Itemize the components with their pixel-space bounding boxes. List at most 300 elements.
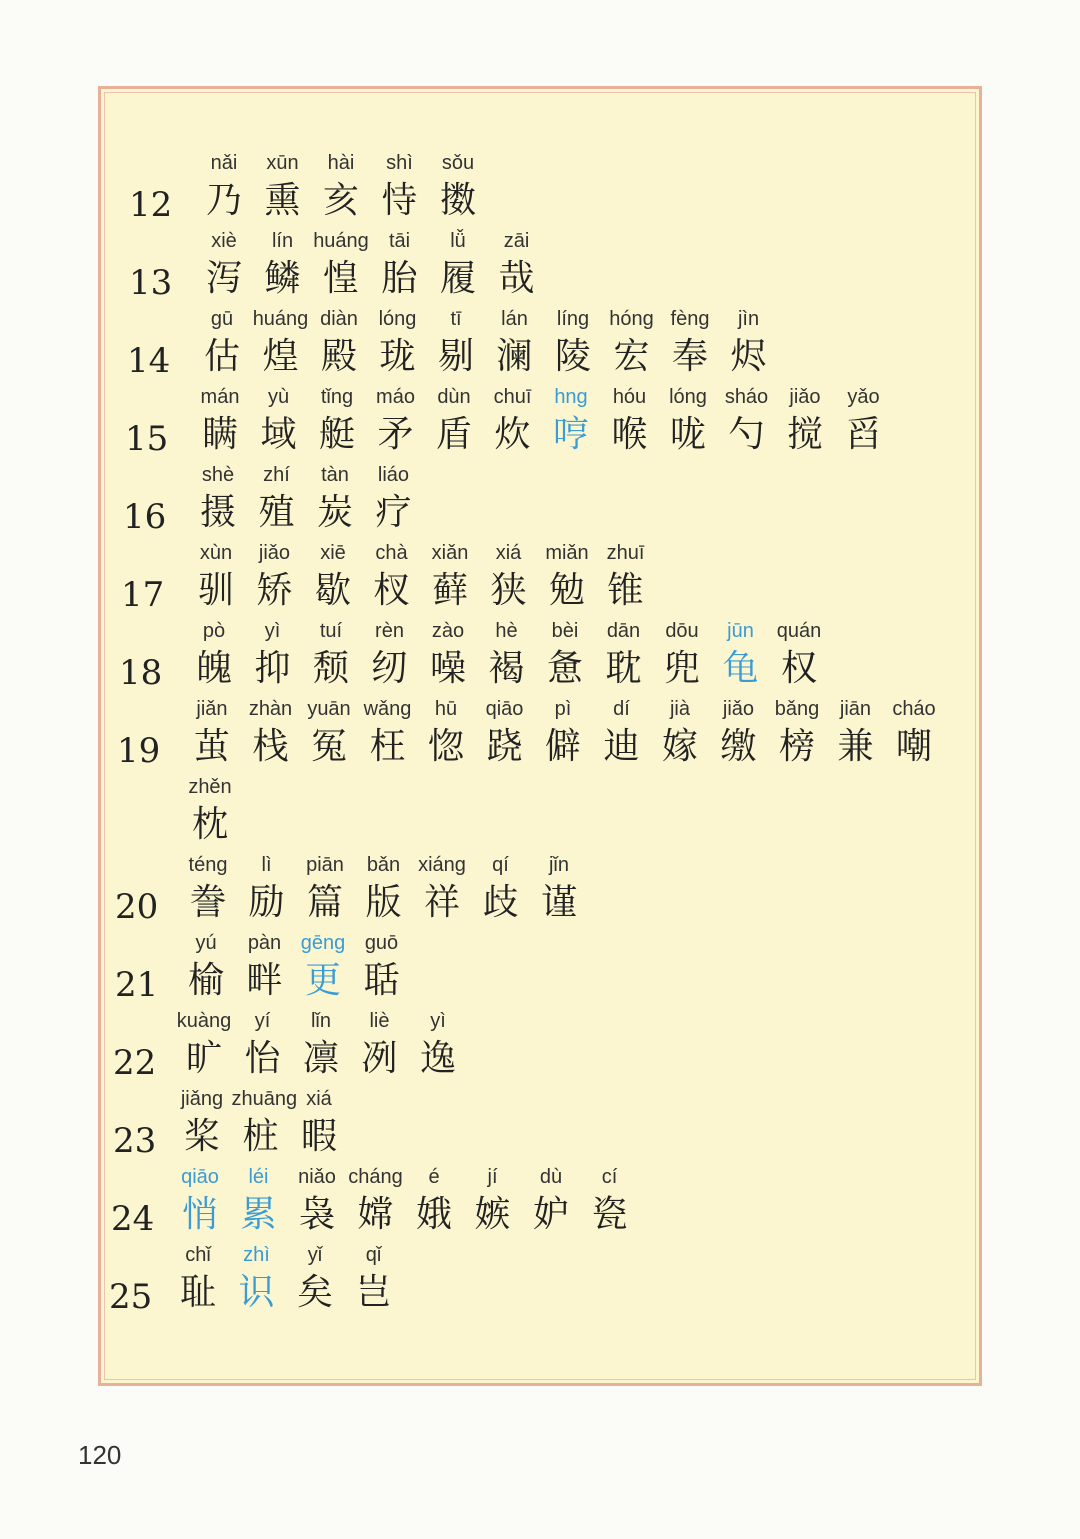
pinyin: hng — [554, 386, 588, 408]
pinyin: jìn — [737, 308, 760, 330]
pinyin: qí — [492, 854, 509, 876]
pinyin: jí — [487, 1166, 498, 1188]
pinyin: téng — [188, 854, 228, 876]
pinyin: huáng — [313, 230, 369, 252]
character-entry — [419, 617, 477, 691]
pinyin: guō — [364, 932, 399, 954]
pinyin: zhuāng — [231, 1088, 298, 1110]
pinyin: liè — [369, 1010, 390, 1032]
hanzi: 累 — [240, 1194, 277, 1235]
character-entry — [288, 1163, 346, 1237]
pinyin: lán — [501, 308, 528, 330]
hanzi: 勺 — [728, 414, 765, 455]
hanzi: 矣 — [296, 1272, 333, 1313]
pinyin: lóng — [378, 308, 417, 330]
vocab-row — [101, 383, 981, 461]
hanzi: 陵 — [554, 336, 591, 377]
lesson-number: 12 — [129, 185, 173, 225]
character-entry — [486, 305, 544, 379]
vocab-row — [101, 1085, 981, 1163]
character-entry — [250, 383, 308, 457]
character-entry — [286, 1241, 344, 1315]
pinyin: chuī — [493, 386, 532, 408]
hanzi: 咙 — [669, 414, 706, 455]
character-entry — [371, 149, 429, 223]
character-entry — [179, 851, 237, 925]
character-entry — [429, 227, 487, 301]
pinyin: qiāo — [485, 698, 524, 720]
hanzi: 喉 — [611, 414, 648, 455]
hanzi: 噪 — [429, 648, 466, 689]
hanzi: 冽 — [361, 1038, 398, 1079]
hanzi: 艇 — [318, 414, 355, 455]
pinyin: lǐn — [310, 1010, 331, 1032]
character-entry — [361, 617, 419, 691]
hanzi: 抑 — [254, 648, 291, 689]
character-entry — [464, 1163, 522, 1237]
character-entry — [417, 695, 475, 769]
pinyin: qiāo — [181, 1166, 219, 1188]
pinyin: zào — [431, 620, 465, 642]
hanzi: 嫁 — [661, 726, 698, 767]
pinyin: jǐn — [548, 854, 569, 876]
pinyin: hū — [434, 698, 458, 720]
pinyin: dān — [606, 620, 641, 642]
hanzi: 矫 — [256, 570, 293, 611]
hanzi: 耻 — [179, 1272, 216, 1313]
character-entry — [183, 695, 241, 769]
pinyin: tuí — [319, 620, 343, 642]
hanzi: 勉 — [548, 570, 585, 611]
character-entry — [171, 1163, 229, 1237]
pinyin: lǚ — [450, 230, 466, 252]
hanzi: 杈 — [373, 570, 410, 611]
character-entry — [242, 695, 300, 769]
character-entry — [530, 851, 588, 925]
hanzi: 惶 — [322, 258, 359, 299]
hanzi: 枕 — [191, 804, 228, 845]
hanzi: 歧 — [482, 882, 519, 923]
pinyin: sháo — [724, 386, 769, 408]
pinyin: kuàng — [176, 1010, 232, 1032]
hanzi: 剔 — [437, 336, 474, 377]
hanzi: 哼 — [552, 414, 589, 455]
hanzi: 亥 — [322, 180, 359, 221]
pinyin: dù — [539, 1166, 563, 1188]
hanzi: 珑 — [379, 336, 416, 377]
hanzi: 澜 — [496, 336, 533, 377]
character-entry — [661, 305, 719, 379]
character-entry — [238, 851, 296, 925]
vocab-row — [101, 149, 981, 227]
pinyin: shè — [201, 464, 235, 486]
lesson-number: 23 — [113, 1121, 157, 1161]
pinyin: fèng — [670, 308, 710, 330]
hanzi: 榆 — [187, 960, 224, 1001]
hanzi: 炭 — [316, 492, 353, 533]
hanzi: 擞 — [439, 180, 476, 221]
character-entry — [710, 695, 768, 769]
pinyin: huáng — [252, 308, 309, 330]
pinyin: niǎo — [298, 1166, 336, 1188]
character-entry — [306, 461, 364, 535]
hanzi: 龟 — [722, 648, 759, 689]
hanzi: 锥 — [607, 570, 644, 611]
pinyin: quán — [776, 620, 822, 642]
hanzi: 篇 — [306, 882, 343, 923]
pinyin: yí — [254, 1010, 271, 1032]
hanzi: 畔 — [246, 960, 283, 1001]
pinyin: dùn — [437, 386, 471, 408]
character-entry — [534, 695, 592, 769]
pinyin: zhuī — [606, 542, 645, 564]
hanzi: 舀 — [845, 414, 882, 455]
character-entry — [290, 1085, 348, 1159]
hanzi: 宏 — [613, 336, 650, 377]
pinyin: chǐ — [185, 1244, 211, 1266]
hanzi: 熏 — [264, 180, 301, 221]
character-entry — [538, 539, 596, 613]
pinyin: diàn — [320, 308, 358, 330]
pinyin: hè — [495, 620, 518, 642]
hanzi: 权 — [780, 648, 817, 689]
character-entry — [294, 929, 352, 1003]
hanzi: 疗 — [375, 492, 412, 533]
pinyin: yì — [430, 1010, 446, 1032]
hanzi: 逸 — [419, 1038, 456, 1079]
character-entry — [187, 539, 245, 613]
character-entry — [236, 929, 294, 1003]
character-entry — [355, 851, 413, 925]
character-entry — [544, 305, 602, 379]
hanzi: 烬 — [730, 336, 767, 377]
hanzi: 识 — [238, 1272, 275, 1313]
hanzi: 魄 — [195, 648, 232, 689]
hanzi: 版 — [365, 882, 402, 923]
character-entry — [835, 383, 893, 457]
character-entry — [421, 539, 479, 613]
character-entry — [304, 539, 362, 613]
pinyin: jūn — [727, 620, 754, 642]
character-entry — [427, 305, 485, 379]
character-entry — [195, 227, 253, 301]
hanzi: 冤 — [310, 726, 347, 767]
hanzi: 瓷 — [591, 1194, 628, 1235]
vocabulary-panel — [98, 86, 982, 1386]
pinyin: jiǎo — [722, 698, 755, 720]
pinyin: yù — [267, 386, 290, 408]
hanzi: 乃 — [205, 180, 242, 221]
vocab-row — [101, 695, 981, 773]
character-entry — [885, 695, 943, 769]
character-entry — [254, 149, 312, 223]
pinyin: zhàn — [248, 698, 293, 720]
lesson-number: 17 — [121, 575, 165, 615]
pinyin: sǒu — [441, 152, 475, 174]
character-entry — [718, 383, 776, 457]
hanzi: 旷 — [185, 1038, 222, 1079]
vocab-row — [101, 305, 981, 383]
hanzi: 纫 — [371, 648, 408, 689]
pinyin: léi — [248, 1166, 269, 1188]
pinyin: líng — [556, 308, 590, 330]
character-entry — [770, 617, 828, 691]
hanzi: 估 — [203, 336, 240, 377]
character-entry — [603, 305, 661, 379]
hanzi: 缴 — [720, 726, 757, 767]
hanzi: 殿 — [320, 336, 357, 377]
pinyin: bèi — [551, 620, 579, 642]
hanzi: 恃 — [381, 180, 418, 221]
pinyin: yuān — [307, 698, 351, 720]
hanzi: 祥 — [423, 882, 460, 923]
hanzi: 炊 — [494, 414, 531, 455]
lesson-number: 14 — [127, 341, 171, 381]
vocab-row — [101, 617, 981, 695]
vocab-row — [101, 773, 981, 851]
pinyin: zhì — [243, 1244, 270, 1266]
pinyin: pò — [202, 620, 226, 642]
pinyin: tàn — [321, 464, 349, 486]
hanzi: 奉 — [671, 336, 708, 377]
hanzi: 盾 — [435, 414, 472, 455]
character-entry — [720, 305, 778, 379]
pinyin: cí — [601, 1166, 618, 1188]
pinyin: hài — [327, 152, 355, 174]
lesson-number: 25 — [109, 1277, 153, 1317]
hanzi: 谨 — [540, 882, 577, 923]
lesson-number: 18 — [119, 653, 163, 693]
hanzi: 悄 — [181, 1194, 218, 1235]
hanzi: 聒 — [363, 960, 400, 1001]
hanzi: 岂 — [355, 1272, 392, 1313]
character-entry — [191, 383, 249, 457]
lesson-number: 16 — [123, 497, 167, 537]
pinyin: xūn — [266, 152, 299, 174]
pinyin: jià — [669, 698, 690, 720]
hanzi: 跷 — [486, 726, 523, 767]
pinyin: zhí — [263, 464, 290, 486]
pinyin: é — [428, 1166, 440, 1188]
pinyin: zāi — [503, 230, 530, 252]
hanzi: 颓 — [312, 648, 349, 689]
character-entry — [169, 1241, 227, 1315]
character-entry — [296, 851, 354, 925]
pinyin: xiá — [495, 542, 522, 564]
character-entry — [359, 695, 417, 769]
pinyin: nǎi — [210, 152, 238, 174]
hanzi: 歇 — [314, 570, 351, 611]
hanzi: 枉 — [369, 726, 406, 767]
pinyin: jiǎng — [180, 1088, 224, 1110]
lesson-number: 24 — [111, 1199, 155, 1239]
lesson-number: 15 — [125, 419, 169, 459]
character-entry — [351, 1007, 409, 1081]
character-entry — [651, 695, 709, 769]
hanzi: 僻 — [544, 726, 581, 767]
character-entry — [231, 1085, 298, 1159]
pinyin: bǎn — [366, 854, 401, 876]
hanzi: 哉 — [498, 258, 535, 299]
vocab-row — [101, 1007, 981, 1085]
vocab-row — [101, 461, 981, 539]
hanzi: 鳞 — [264, 258, 301, 299]
hanzi: 惫 — [546, 648, 583, 689]
character-entry — [484, 383, 542, 457]
pinyin: lì — [261, 854, 272, 876]
hanzi: 栈 — [252, 726, 289, 767]
character-entry — [597, 539, 655, 613]
pinyin: xiǎn — [431, 542, 469, 564]
pinyin: máo — [376, 386, 415, 408]
character-entry — [409, 1007, 467, 1081]
hanzi: 驯 — [197, 570, 234, 611]
pinyin: mán — [200, 386, 240, 408]
vocab-row — [101, 851, 981, 929]
pinyin: yǐ — [307, 1244, 323, 1266]
vocab-row — [101, 929, 981, 1007]
pinyin: zhěn — [188, 776, 232, 798]
character-entry — [480, 539, 538, 613]
character-entry — [363, 539, 421, 613]
character-entry — [712, 617, 770, 691]
character-entry — [478, 617, 536, 691]
hanzi: 泻 — [205, 258, 242, 299]
hanzi: 桩 — [242, 1116, 279, 1157]
pinyin: lóng — [669, 386, 707, 408]
vocab-row — [101, 227, 981, 305]
character-entry — [659, 383, 717, 457]
character-entry — [300, 695, 358, 769]
character-entry — [181, 773, 239, 847]
pinyin: yú — [195, 932, 217, 954]
pinyin: yǎo — [847, 386, 880, 408]
hanzi: 更 — [304, 960, 341, 1001]
character-entry — [244, 617, 302, 691]
character-entry — [405, 1163, 463, 1237]
character-entry — [353, 929, 411, 1003]
hanzi: 瞒 — [201, 414, 238, 455]
character-entry — [367, 383, 425, 457]
pinyin: rèn — [375, 620, 404, 642]
lesson-number: 22 — [113, 1043, 157, 1083]
character-entry — [246, 539, 304, 613]
character-entry — [429, 149, 487, 223]
pinyin: lín — [271, 230, 294, 252]
hanzi: 嫉 — [474, 1194, 511, 1235]
lesson-number: 21 — [115, 965, 159, 1005]
character-entry — [292, 1007, 350, 1081]
pinyin: chà — [375, 542, 408, 564]
hanzi: 娥 — [415, 1194, 452, 1235]
character-entry — [369, 305, 427, 379]
character-entry — [472, 851, 530, 925]
vocab-row — [101, 1241, 981, 1319]
character-entry — [425, 383, 483, 457]
pinyin: jiǎo — [789, 386, 821, 408]
character-entry — [248, 461, 306, 535]
pinyin: wǎng — [363, 698, 412, 720]
character-entry — [595, 617, 653, 691]
hanzi: 胎 — [381, 258, 418, 299]
character-entry — [365, 461, 423, 535]
pinyin: cháo — [892, 698, 936, 720]
character-entry — [542, 383, 600, 457]
character-entry — [173, 1085, 231, 1159]
character-entry — [312, 227, 370, 301]
pinyin: gū — [210, 308, 234, 330]
pinyin: xiáng — [418, 854, 466, 876]
hanzi: 矛 — [377, 414, 414, 455]
character-entry — [252, 305, 310, 379]
character-entry — [776, 383, 834, 457]
pinyin: cháng — [348, 1166, 403, 1188]
character-entry — [302, 617, 360, 691]
pinyin: pì — [554, 698, 572, 720]
character-entry — [488, 227, 546, 301]
character-entry — [522, 1163, 580, 1237]
character-entry — [193, 305, 251, 379]
pinyin: liáo — [377, 464, 410, 486]
hanzi: 怡 — [244, 1038, 281, 1079]
pinyin: xiē — [320, 542, 346, 564]
pinyin: xùn — [199, 542, 233, 564]
pinyin: jiǎn — [196, 698, 228, 720]
pinyin: gēng — [300, 932, 346, 954]
character-entry — [413, 851, 471, 925]
hanzi: 狭 — [490, 570, 527, 611]
pinyin: hóu — [612, 386, 647, 408]
character-entry — [581, 1163, 639, 1237]
hanzi: 暇 — [300, 1116, 337, 1157]
character-entry — [234, 1007, 292, 1081]
pinyin: bǎng — [774, 698, 820, 720]
character-entry — [312, 149, 370, 223]
pinyin: tǐng — [320, 386, 354, 408]
pinyin: piān — [306, 854, 344, 876]
character-entry — [195, 149, 253, 223]
pinyin: tī — [450, 308, 462, 330]
hanzi: 袅 — [298, 1194, 335, 1235]
pinyin: dí — [613, 698, 630, 720]
character-entry — [228, 1241, 286, 1315]
character-entry — [254, 227, 312, 301]
hanzi: 域 — [260, 414, 297, 455]
pinyin: tāi — [388, 230, 411, 252]
pinyin: qǐ — [365, 1244, 382, 1266]
hanzi: 妒 — [532, 1194, 569, 1235]
pinyin: yì — [264, 620, 281, 642]
pinyin: hóng — [609, 308, 654, 330]
character-entry — [177, 929, 235, 1003]
hanzi: 殖 — [258, 492, 295, 533]
hanzi: 摄 — [199, 492, 236, 533]
character-entry — [347, 1163, 405, 1237]
pinyin: jiān — [839, 698, 872, 720]
hanzi: 履 — [439, 258, 476, 299]
pinyin: pàn — [247, 932, 282, 954]
character-entry — [310, 305, 368, 379]
hanzi: 嘲 — [895, 726, 932, 767]
hanzi: 煌 — [262, 336, 299, 377]
character-entry — [593, 695, 651, 769]
hanzi: 惚 — [427, 726, 464, 767]
character-entry — [601, 383, 659, 457]
hanzi: 桨 — [183, 1116, 220, 1157]
character-entry — [308, 383, 366, 457]
character-entry — [189, 461, 247, 535]
hanzi: 褐 — [488, 648, 525, 689]
